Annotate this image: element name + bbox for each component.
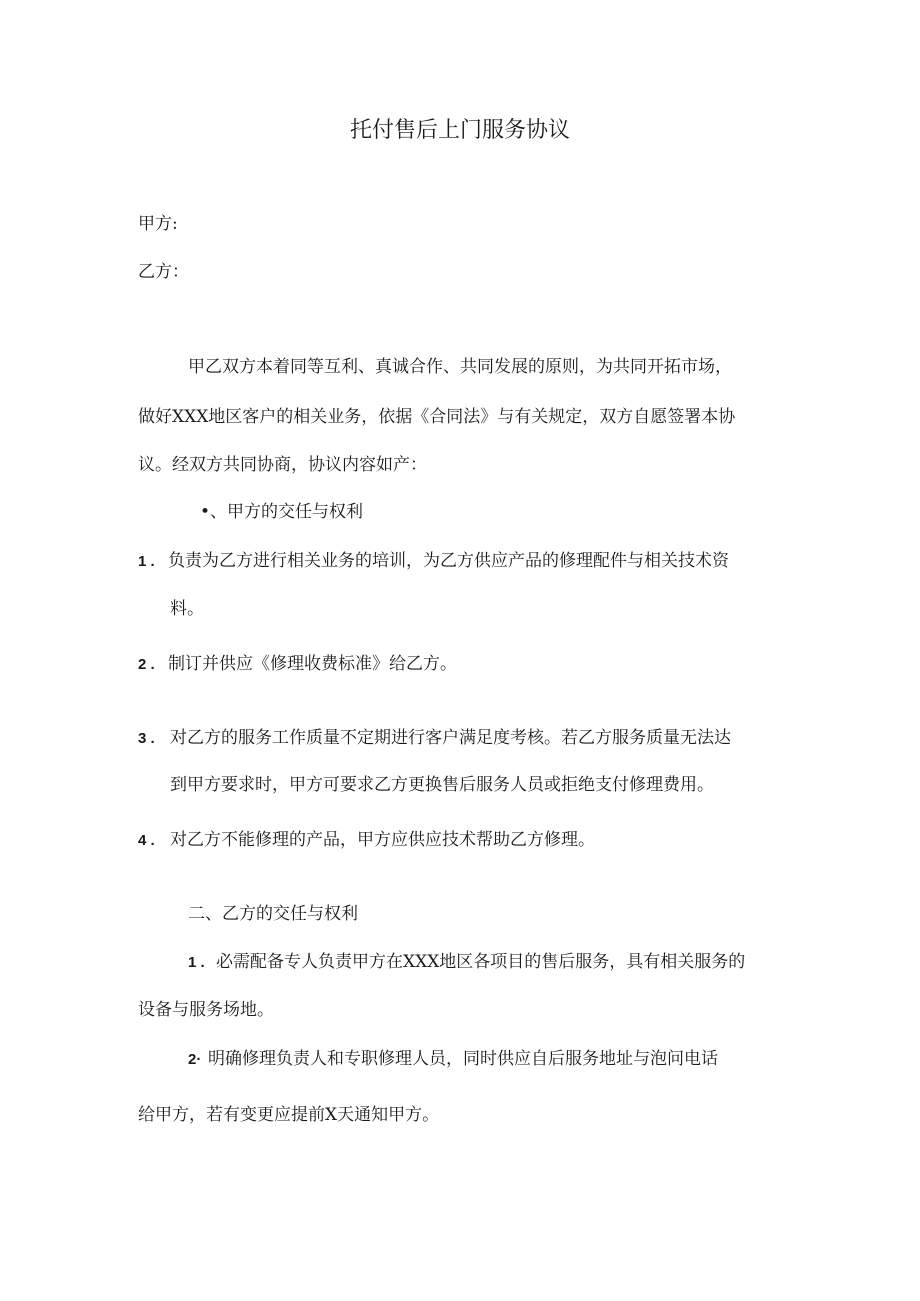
item-text: 负责为乙方进行相关业务的培训，为乙方供应产品的修理配件与相关技术资 — [168, 551, 729, 571]
list-item-continuation: 给甲方，若有变更应提前X天通知甲方。 — [138, 1105, 440, 1125]
document-title: 托付售后上门服务协议 — [349, 118, 570, 143]
list-item-continuation: 到甲方要求时，甲方可要求乙方更换售后服务人员或拒绝支付修理费用。 — [170, 775, 714, 795]
item-number: 2 . — [138, 656, 155, 673]
item-text: 明确修理负责人和专职修理人员，同时供应自后服务地址与泡问电话 — [208, 1049, 718, 1069]
party-b-label: 乙方： — [138, 262, 189, 282]
section-2-heading: 二、乙方的交任与权利 — [188, 904, 358, 924]
intro-line-2: 做好XXX地区客户的相关业务，依据《合同法》与有关规定，双方自愿签署本协 — [138, 407, 736, 427]
item-text: 制订并供应《修理收费标准》给乙方。 — [168, 654, 457, 674]
item-number: 3 . — [138, 730, 155, 747]
list-item — [188, 950, 745, 975]
intro-line-1: 甲乙双方本着同等互利、真诚合作、共同发展的原则，为共同开拓市场， — [188, 357, 732, 377]
item-number: 4 . — [138, 832, 155, 849]
section-1-heading: •、甲方的交任与权利 — [200, 502, 364, 522]
item-number: 1 . — [138, 553, 155, 570]
party-a-label: 甲方: — [138, 214, 178, 234]
intro-line-3: 议。经双方共同协商，协议内容如产： — [138, 455, 427, 475]
item-text: 对乙方不能修理的产品，甲方应供应技术帮助乙方修理。 — [170, 830, 595, 850]
list-item-continuation: 料。 — [170, 599, 204, 619]
list-item — [188, 1047, 718, 1072]
list-item-continuation: 设备与服务场地。 — [138, 1000, 274, 1020]
item-text: 对乙方的服务工作质量不定期进行客户满足度考核。若乙方服务质量无法达 — [170, 728, 731, 748]
item-number: 2· — [188, 1051, 202, 1068]
item-number: 1 . — [188, 954, 205, 971]
list-item — [138, 828, 595, 853]
list-item — [138, 652, 457, 677]
list-item — [138, 549, 729, 574]
list-item — [138, 726, 731, 751]
item-text: 必需配备专人负责甲方在XXX地区各项目的售后服务，具有相关服务的 — [216, 952, 746, 972]
